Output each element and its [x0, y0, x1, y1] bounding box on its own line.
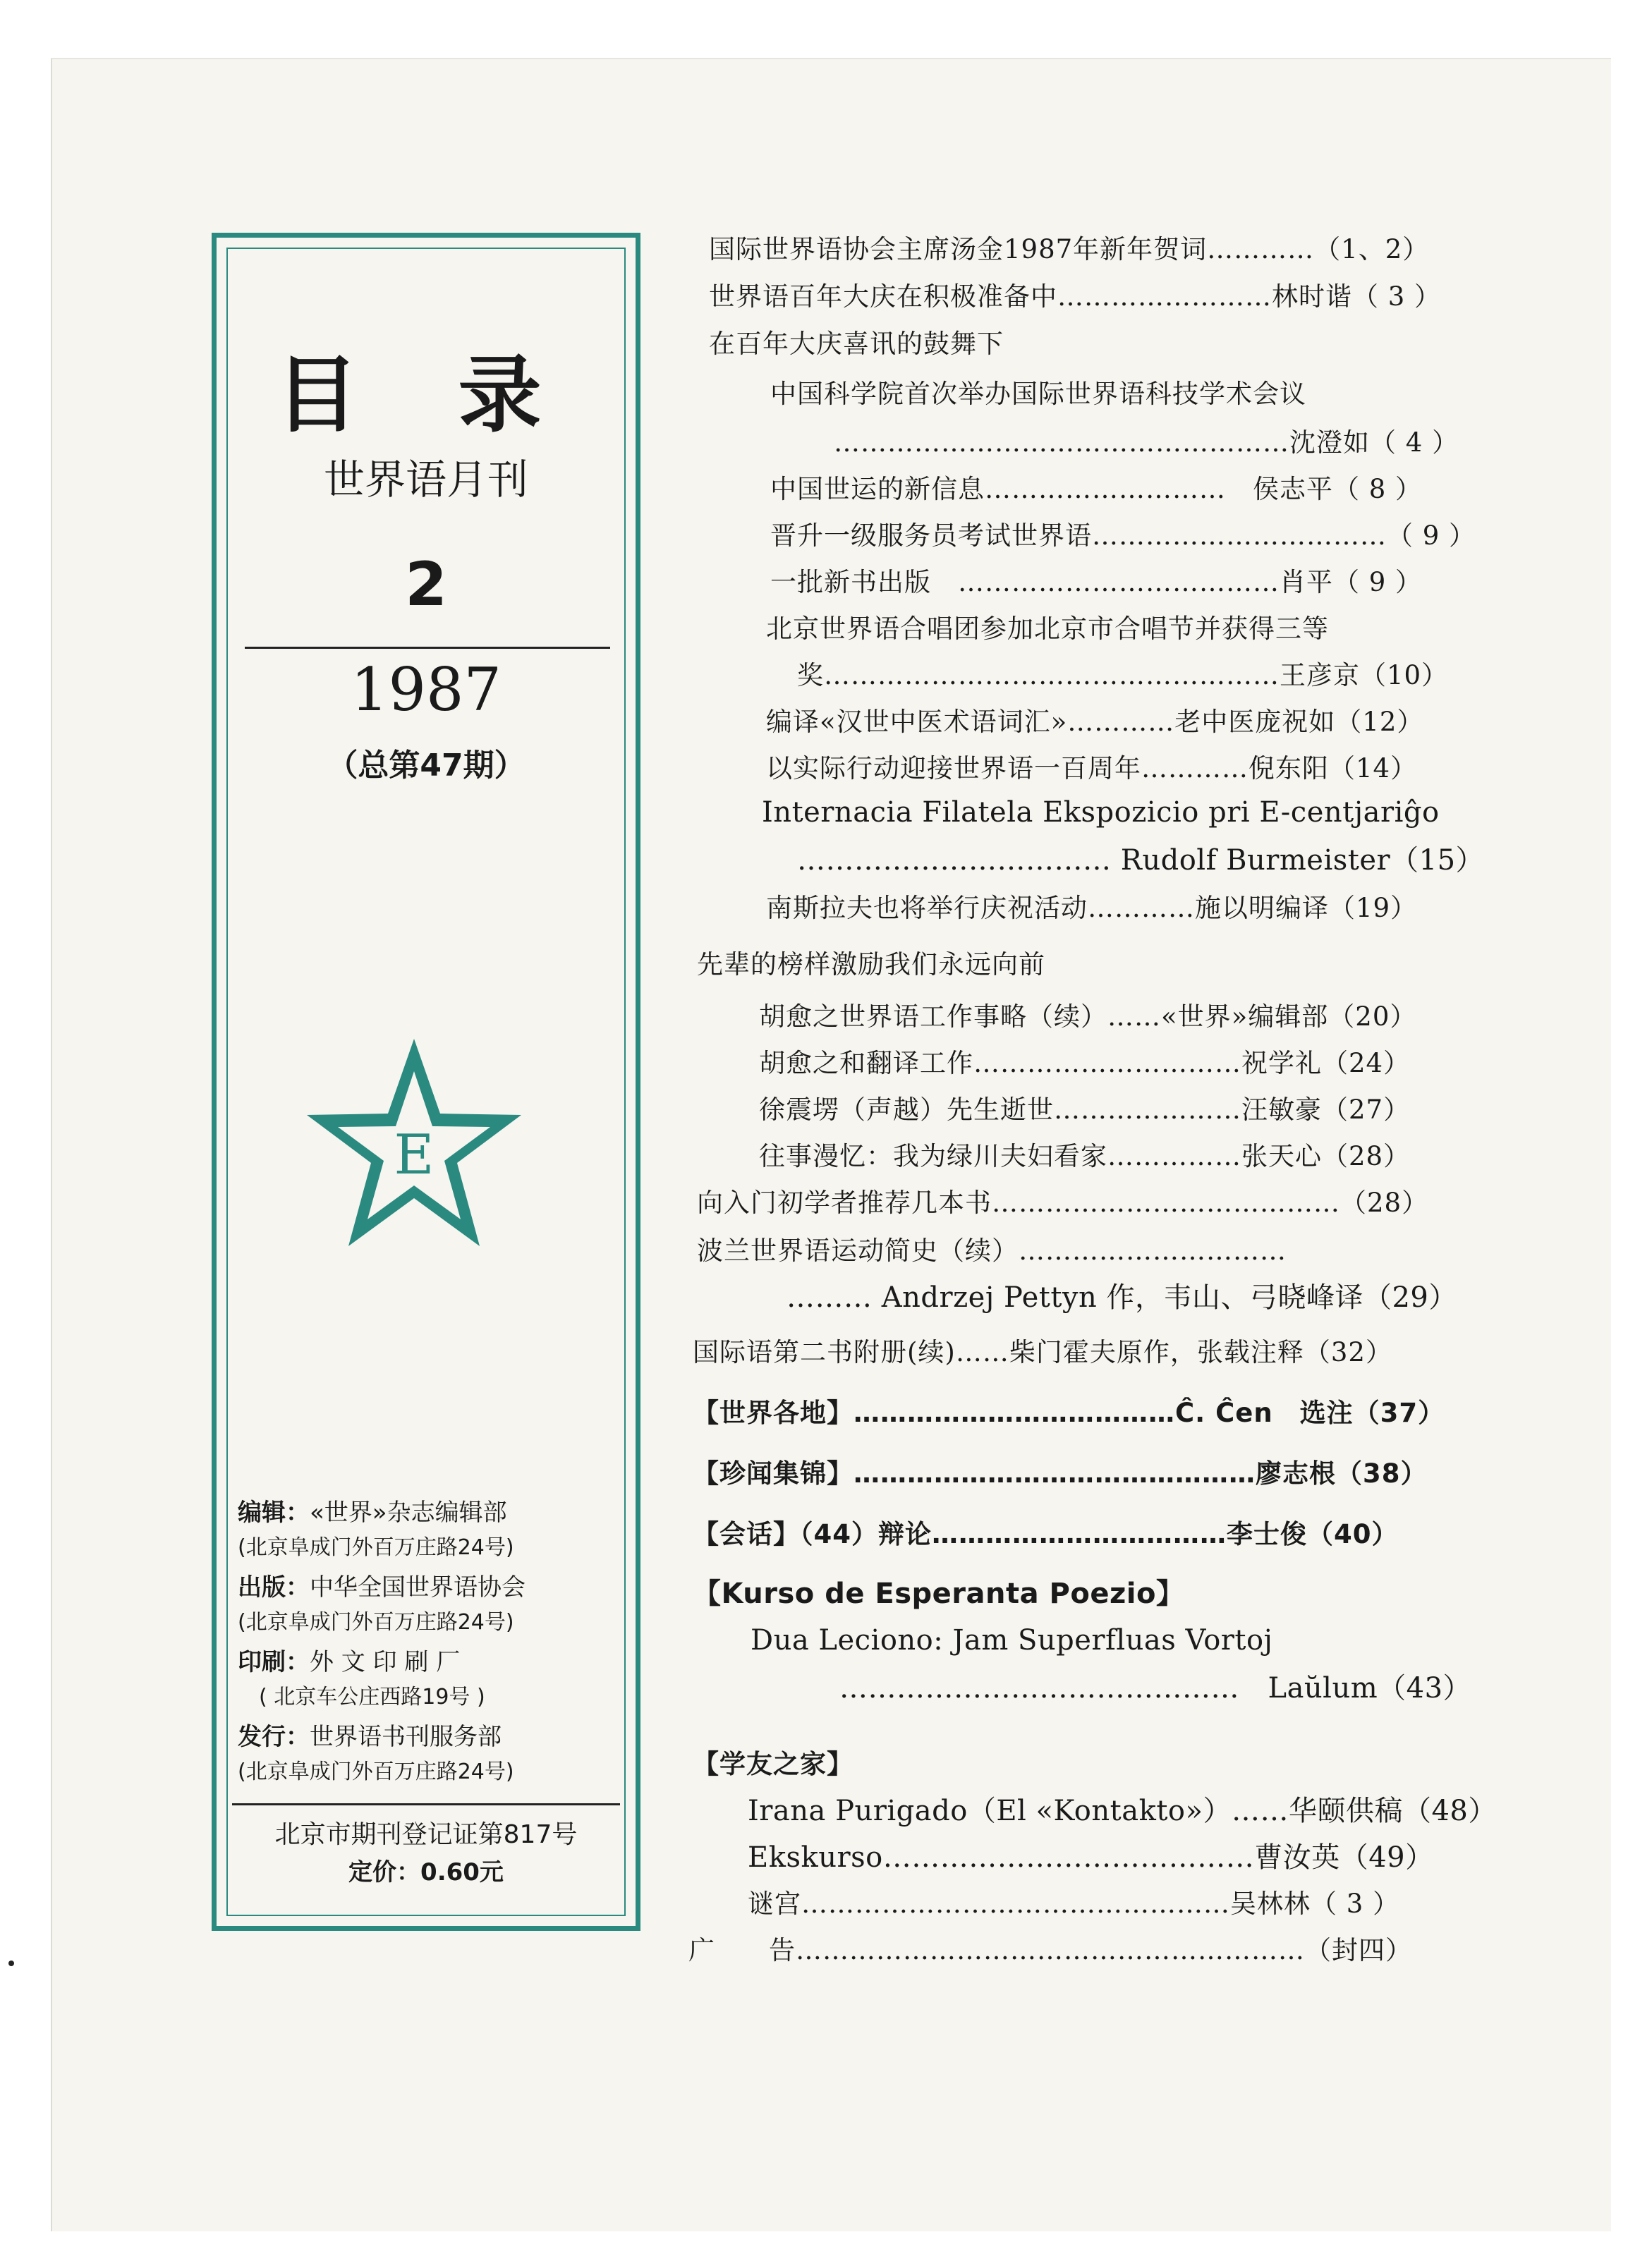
toc-entry: 广 告…………………………………………………（封四）	[688, 1935, 1412, 1965]
toc-entry: 往事漫忆：我为绿川夫妇看家……………张天心（28）	[759, 1141, 1411, 1171]
pub-value: (北京阜成门外百万庄路24号)	[238, 1535, 514, 1560]
toc-entry-continued: ……… Andrzej Pettyn 作，韦山、弓晓峰译（29）	[786, 1281, 1457, 1314]
pub-value: (北京阜成门外百万庄路24号)	[238, 1760, 514, 1784]
toc-entry: 以实际行动迎接世界语一百周年…………倪东阳（14）	[766, 753, 1418, 784]
star-letter: E	[394, 1123, 435, 1187]
toc-entry: 北京世界语合唱团参加北京市合唱节并获得三等	[766, 614, 1329, 644]
pub-value: «世界»杂志编辑部	[310, 1499, 507, 1527]
toc-entry-continued: ……………………………………………沈澄如（ 4 ）	[834, 427, 1459, 458]
magazine-subtitle: 世界语月刊	[323, 456, 528, 504]
issue-year: 1987	[351, 655, 502, 724]
toc-entry: 一批新书出版 ………………………………肖平（ 9 ）	[770, 567, 1423, 597]
toc-column-heading: 【学友之家】	[693, 1749, 854, 1779]
toc-entry: 晋升一级服务员考试世界语……………………………（ 9 ）	[770, 520, 1476, 551]
toc-entry: 谜宫…………………………………………吴林林（ 3 ）	[748, 1889, 1400, 1919]
toc-entry: 胡愈之世界语工作事略（续）……«世界»编辑部（20）	[759, 1001, 1417, 1032]
toc-entry-continued: …………………………………… Laŭlum（43）	[839, 1672, 1472, 1705]
toc-section-heading: 在百年大庆喜讯的鼓舞下	[709, 329, 1004, 359]
toc-entry: 国际语第二书附册(续)……柴门霍夫原作，张载注释（32）	[693, 1337, 1392, 1367]
toc-entry: 中国世运的新信息……………………… 侯志平（ 8 ）	[770, 474, 1423, 504]
pub-value: 世界语书刊服务部	[310, 1723, 502, 1751]
toc-column-heading: 【Kurso de Esperanta Poezio】	[693, 1578, 1185, 1610]
toc-entry: 向入门初学者推荐几本书…………………………………（28）	[697, 1188, 1429, 1218]
pub-value: (北京阜成门外百万庄路24号)	[238, 1610, 514, 1635]
total-issue-number: （总第47期）	[327, 748, 526, 784]
toc-entry: 编译«汉世中医术语词汇»…………老中医庞祝如（12）	[766, 707, 1424, 737]
pub-label: 编辑：	[238, 1499, 310, 1527]
toc-entry: 世界语百年大庆在积极准备中……………………林时谐（ 3 ）	[709, 281, 1442, 312]
pub-value: 外 文 印 刷 厂	[310, 1648, 461, 1676]
toc-entry: 国际世界语协会主席汤金1987年新年贺词…………（1、2）	[709, 234, 1430, 264]
pub-label: 印刷：	[238, 1648, 310, 1676]
price: 定价：0.60元	[348, 1858, 504, 1886]
toc-entry: 胡愈之和翻译工作…………………………祝学礼（24）	[759, 1048, 1411, 1078]
toc-column-entry: 【会话】（44）辩论……………………………李士俊（40）	[693, 1519, 1399, 1549]
pub-label: 发行：	[238, 1723, 310, 1751]
toc-entry: 波兰世界语运动简史（续）…………………………	[697, 1236, 1287, 1266]
pub-value: 中华全国世界语协会	[310, 1573, 526, 1602]
pub-label: 出版：	[238, 1573, 310, 1602]
toc-entry: 南斯拉夫也将举行庆祝活动…………施以明编译（19）	[766, 893, 1418, 923]
toc-entry-continued: …………………………… Rudolf Burmeister（15）	[797, 844, 1485, 877]
pub-value: ( 北京车公庄西路19号 )	[259, 1685, 485, 1709]
toc-entry: 中国科学院首次举办国际世界语科技学术会议	[770, 379, 1306, 409]
toc-entry: Irana Purigado（El «Kontakto»）……华颐供稿（48）	[748, 1795, 1497, 1827]
registration-number: 北京市期刊登记证第817号	[274, 1820, 578, 1849]
toc-entry: 徐震塄（声越）先生逝世…………………汪敏豪（27）	[759, 1095, 1411, 1125]
toc-entry-continued: 奖……………………………………………王彦京（10）	[797, 660, 1449, 690]
page-title: 目 录	[275, 346, 577, 444]
toc-column-entry: 【珍闻集锦】………………………………………廖志根（38）	[693, 1458, 1428, 1489]
toc-entry: Ekskurso…………………………………曹汝英（49）	[748, 1841, 1434, 1874]
toc-entry: Internacia Filatela Ekspozicio pri E-centjariĝo	[762, 796, 1440, 829]
toc-column-entry: 【世界各地】………………………………Ĉ. Ĉen 选注（37）	[693, 1398, 1445, 1428]
toc-entry: Dua Leciono: Jam Superfluas Vortoj	[751, 1624, 1273, 1657]
toc-section-heading: 先辈的榜样激励我们永远向前	[697, 949, 1045, 980]
issue-number: 2	[405, 549, 447, 620]
